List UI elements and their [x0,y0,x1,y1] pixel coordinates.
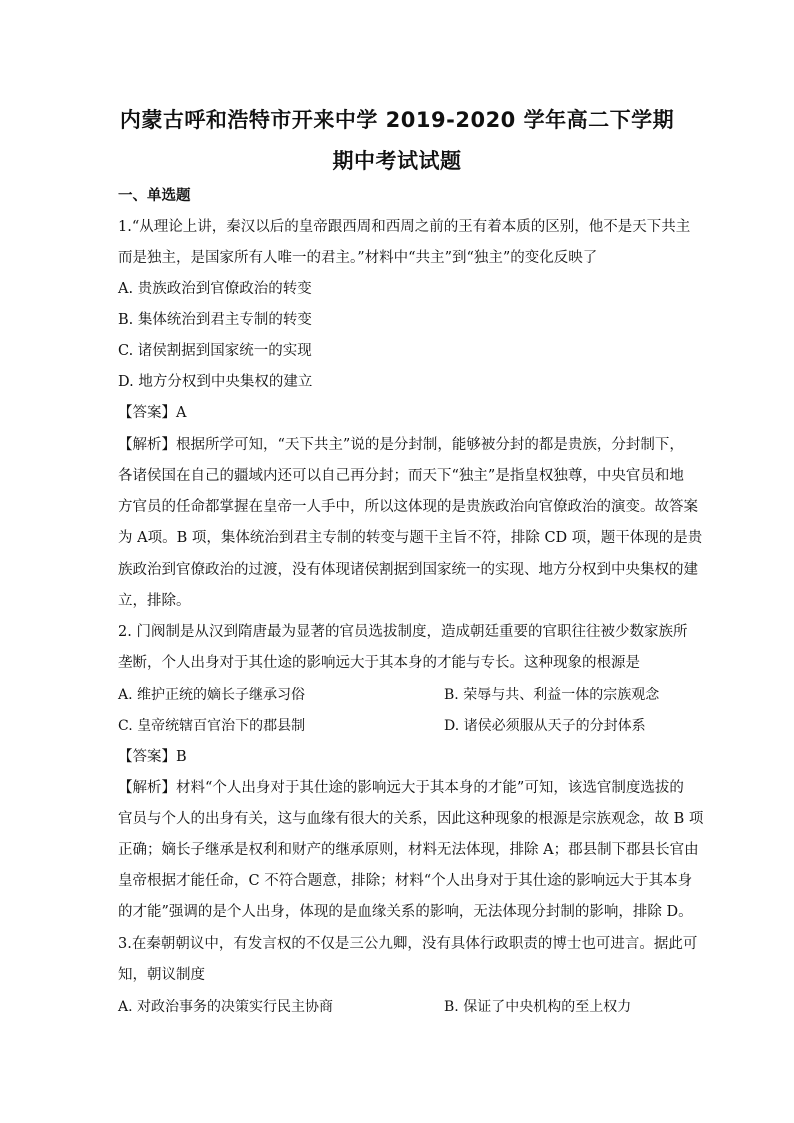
section-heading: 一、单选题 [118,188,191,204]
q2-stem-line2: 垄断，个人出身对于其仕途的影响远大于其本身的才能与专长。这种现象的根源是 [118,655,640,671]
q1-analysis-line: 方官员的任命都掌握在皇帝一人手中，所以这体现的是贵族政治向官僚政治的演变。故答案 [118,499,698,515]
q2-option-b: B. 荣辱与共、利益一体的宗族观念 [444,687,660,703]
q1-analysis-line: 为 A项。B 项，集体统治到君主专制的转变与题干主旨不符，排除 CD 项，题干体现的是贵 [118,530,703,546]
q1-answer: 【答案】A [118,405,187,421]
q1-analysis-line: 族政治到官僚政治的过渡，没有体现诸侯割据到国家统一的实现、地方分权到中央集权的建 [118,562,698,578]
q2-analysis-line: 皇帝根据才能任命，C 不符合题意，排除；材料“个人出身对于其仕途的影响远大于其本身 [118,873,693,889]
q2-option-d: D. 诸侯必须服从天子的分封体系 [444,718,646,734]
document-title-line2: 期中考试试题 [332,149,462,173]
q2-analysis-line: 的才能”强调的是个人出身，体现的是血缘关系的影响，无法体现分封制的影响，排除 D。 [118,904,693,920]
q1-analysis-line: 各诸侯国在自己的疆域内还可以自己再分封；而天下“独主”是指皇权独尊，中央官员和地 [118,468,684,484]
document-title-line1: 内蒙古呼和浩特市开来中学 2019-2020 学年高二下学期 [119,108,675,132]
q2-analysis-line: 【解析】材料“个人出身对于其仕途的影响远大于其本身的才能”可知，该选官制度选拔的 [118,780,684,796]
q3-option-a: A. 对政治事务的决策实行民主协商 [118,999,334,1015]
q2-stem-line1: 2. 门阀制是从汉到隋唐最为显著的官员选拔制度，造成朝廷重要的官职往往被少数家族所 [118,624,688,640]
q1-option-c: C. 诸侯割据到国家统一的实现 [118,343,312,359]
q3-stem-line2: 知，朝议制度 [118,967,205,983]
q2-analysis-line: 正确；嫡长子继承是权利和财产的继承原则，材料无法体现，排除 A；郡县制下郡县长官由 [118,842,699,858]
q1-option-d: D. 地方分权到中央集权的建立 [118,374,313,390]
q1-option-b: B. 集体统治到君主专制的转变 [118,312,312,328]
q1-stem-line2: 而是独主，是国家所有人唯一的君主。”材料中“共主”到“独主”的变化反映了 [118,250,598,266]
q2-option-a: A. 维护正统的嫡长子继承习俗 [118,687,306,703]
q2-option-c: C. 皇帝统辖百官治下的郡县制 [118,718,306,734]
q1-option-a: A. 贵族政治到官僚政治的转变 [118,281,312,297]
q2-answer: 【答案】B [118,749,187,765]
q3-stem-line1: 3.在秦朝朝议中，有发言权的不仅是三公九卿，没有具体行政职责的博士也可进言。据此可 [118,936,698,952]
q2-analysis-line: 官员与个人的出身有关，这与血缘有很大的关系，因此这种现象的根源是宗族观念，故 B 项 [118,811,704,827]
q3-option-b: B. 保证了中央机构的至上权力 [444,999,632,1015]
q1-stem-line1: 1.“从理论上讲，秦汉以后的皇帝跟西周和西周之前的王有着本质的区别，他不是天下共主 [118,219,691,235]
q1-analysis-line: 【解析】根据所学可知，“天下共主”说的是分封制，能够被分封的都是贵族，分封制下， [118,437,684,453]
q1-analysis-line: 立，排除。 [118,593,191,609]
